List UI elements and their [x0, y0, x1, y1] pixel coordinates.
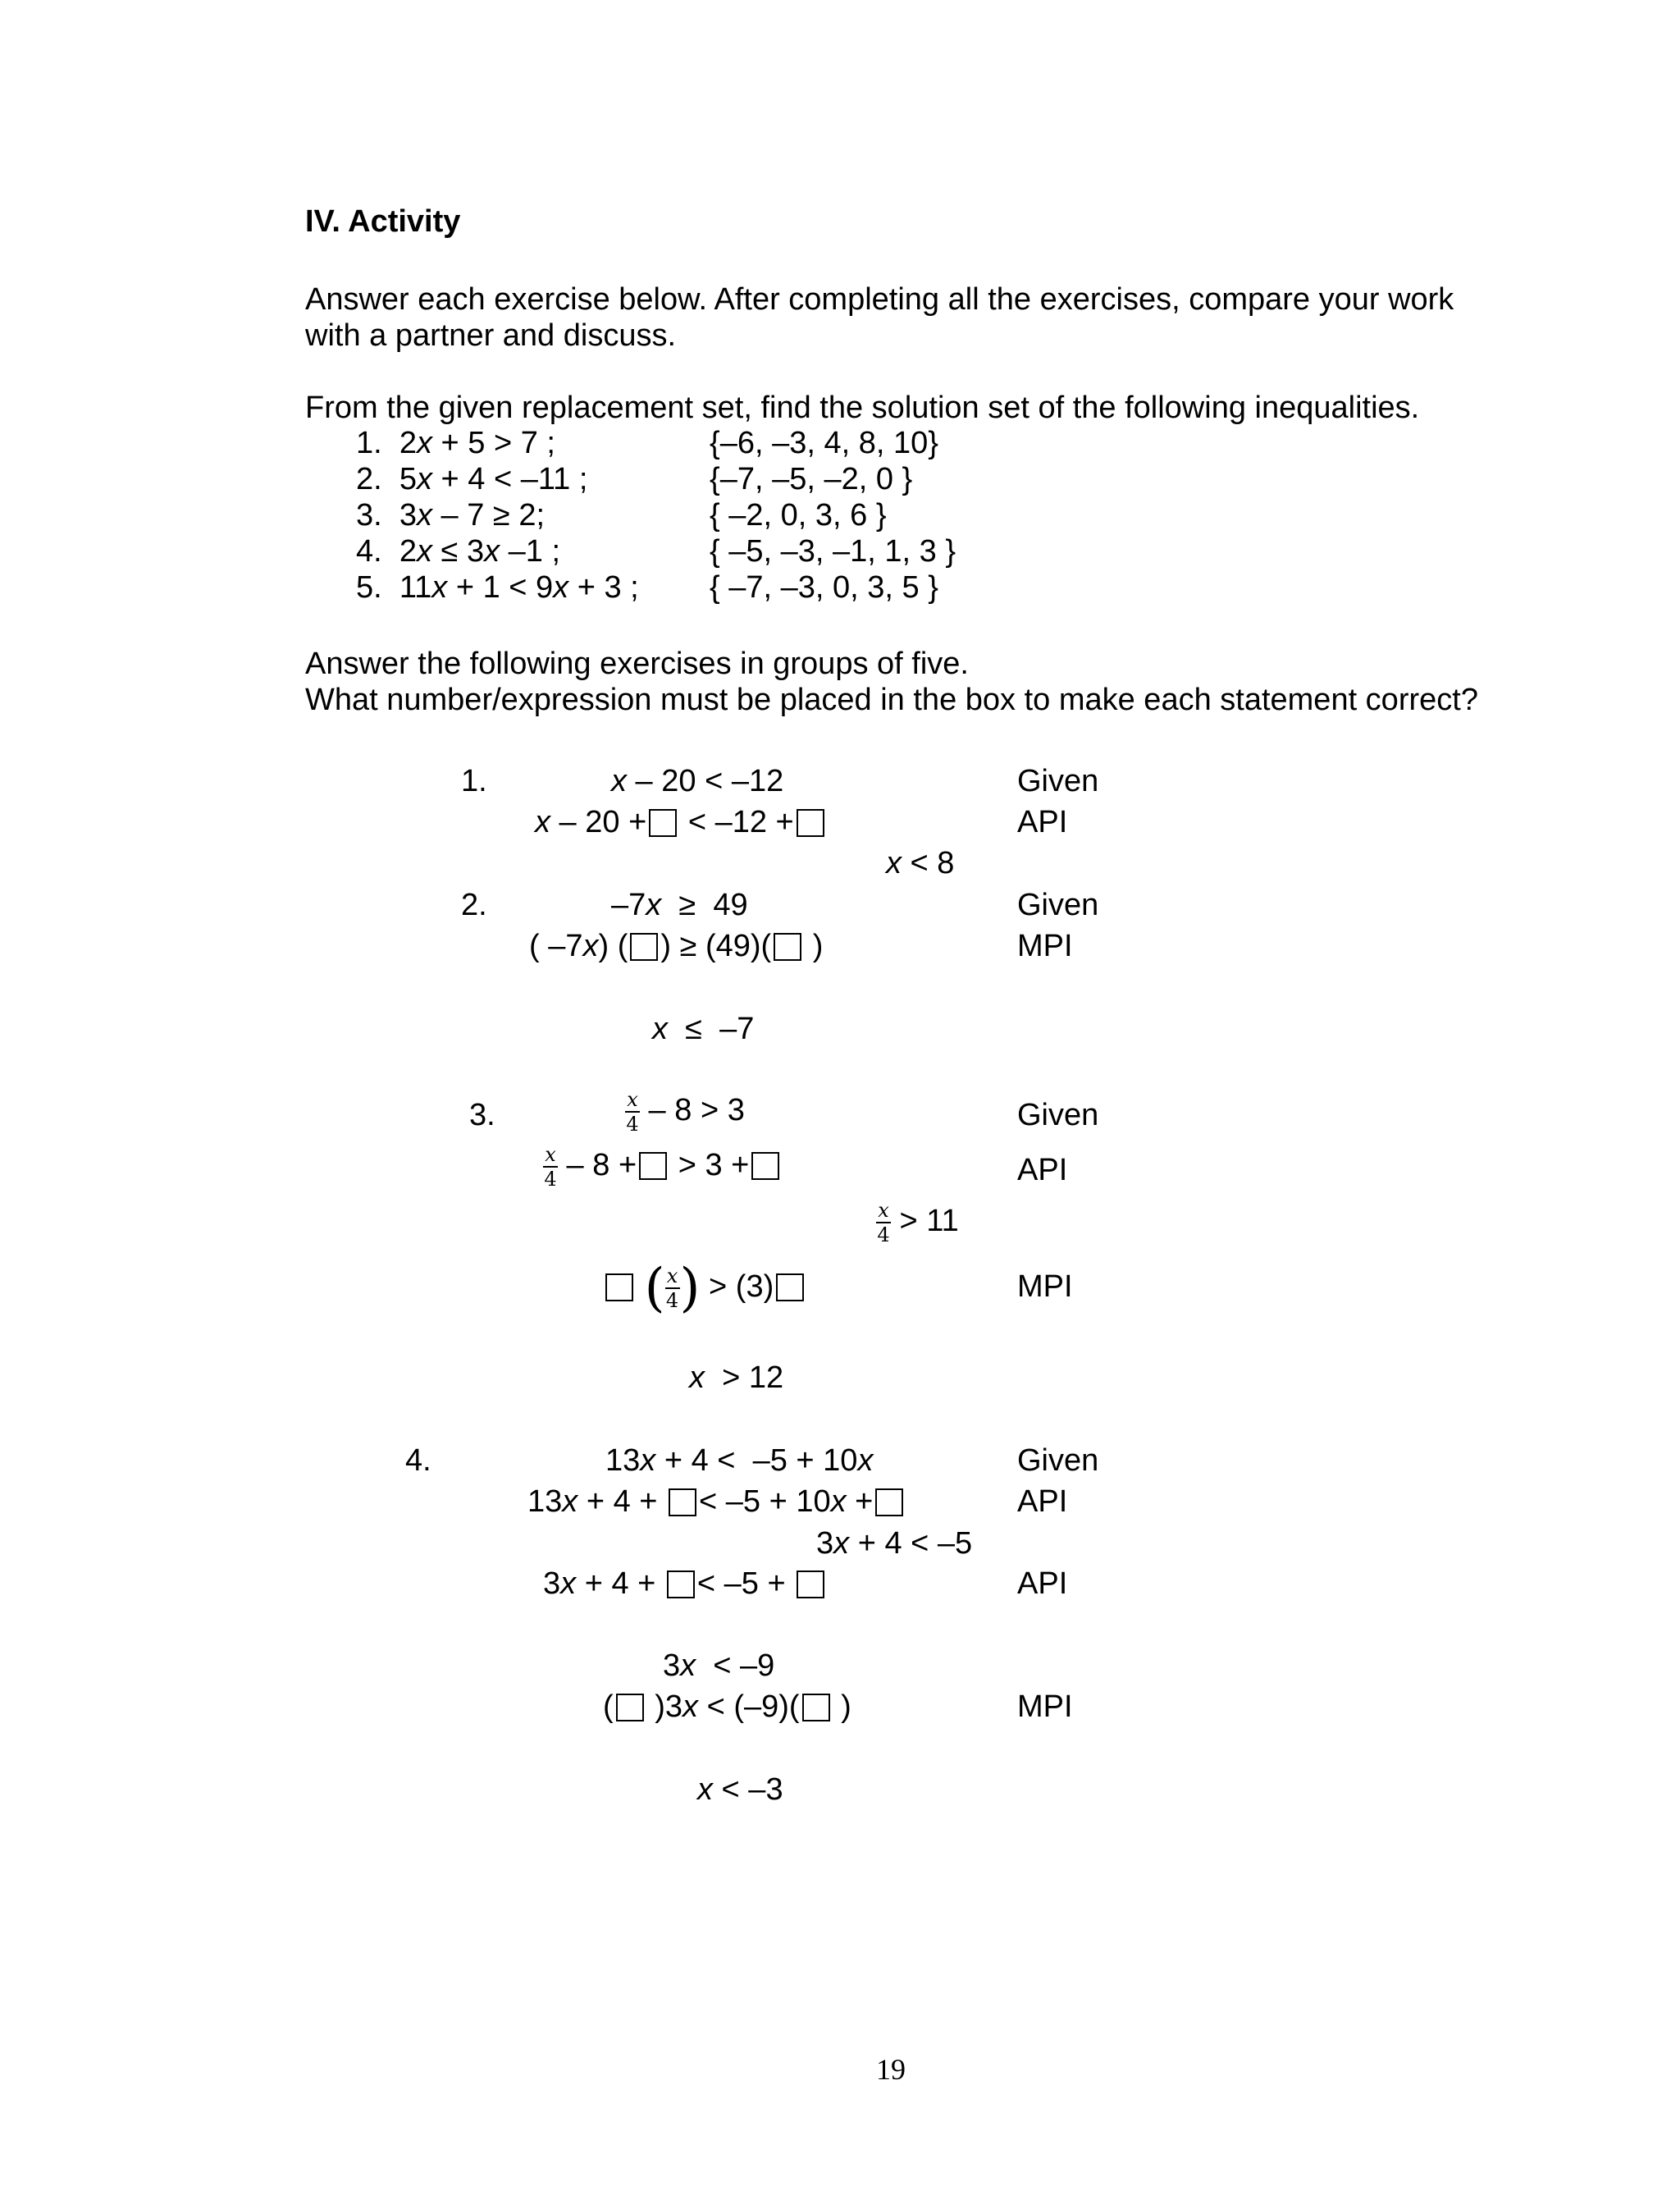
- answer-box[interactable]: [605, 1273, 633, 1301]
- equation-line: ( $\frac{x}{4}$ ) > (3): [603, 1262, 806, 1314]
- list-item: 4. 2x ≤ 3x –1 ;: [356, 534, 561, 569]
- list-item: 2. 5x + 4 < –11 ;: [356, 462, 588, 496]
- section-heading: IV. Activity: [305, 204, 461, 239]
- equation-line: x < –3: [697, 1772, 783, 1807]
- equation-line: 3x + 4 < –5: [816, 1526, 973, 1561]
- equation-line: $\frac{x}{4}$ – 8 > 3: [626, 1088, 745, 1136]
- equation-line: x ≤ –7: [652, 1012, 755, 1046]
- list-item: 3. 3x – 7 ≥ 2;: [356, 498, 546, 533]
- replacement-set: { –5, –3, –1, 1, 3 }: [710, 534, 956, 569]
- exercise-number: 1.: [461, 764, 487, 798]
- answer-box[interactable]: [616, 1694, 644, 1721]
- answer-box[interactable]: [649, 809, 677, 837]
- answer-box[interactable]: [774, 933, 801, 961]
- list-item: 5. 11x + 1 < 9x + 3 ;: [356, 570, 639, 605]
- fraction: $\frac{x}{4}$: [877, 1199, 890, 1246]
- replacement-set: {–7, –5, –2, 0 }: [710, 462, 913, 496]
- equation-line: x < 8: [886, 846, 955, 880]
- equation-line: x > 12: [689, 1360, 784, 1395]
- replacement-set: { –7, –3, 0, 3, 5 }: [710, 570, 938, 605]
- equation-line: x – 20 < –12: [611, 764, 784, 798]
- intro-line-2: with a partner and discuss.: [305, 318, 677, 353]
- reason-label: Given: [1017, 1443, 1099, 1478]
- answer-box[interactable]: [751, 1152, 779, 1180]
- part1-instruction: From the given replacement set, find the solution set of the following inequalities.: [305, 391, 1420, 425]
- page-number: 19: [876, 2053, 906, 2086]
- reason-label: MPI: [1017, 1269, 1073, 1304]
- answer-box[interactable]: [630, 933, 658, 961]
- part2-instruction-2: What number/expression must be placed in the box to make each statement correct?: [305, 683, 1478, 717]
- answer-box[interactable]: [802, 1694, 830, 1721]
- reason-label: API: [1017, 1484, 1068, 1519]
- equation-line: x – 20 + < –12 +: [535, 804, 827, 840]
- exercise-number: 4.: [405, 1443, 431, 1478]
- reason-label: Given: [1017, 764, 1099, 798]
- part2-instruction-1: Answer the following exercises in groups of five.: [305, 647, 969, 681]
- reason-label: Given: [1017, 888, 1099, 922]
- equation-line: 13x + 4 + < –5 + 10x +: [527, 1484, 906, 1520]
- intro-line-1: Answer each exercise below. After completing all the exercises, compare your work: [305, 282, 1454, 317]
- answer-box[interactable]: [669, 1488, 696, 1516]
- answer-box[interactable]: [875, 1488, 903, 1516]
- equation-line: –7x ≥ 49: [611, 888, 748, 922]
- equation-line: ( )3x < (–9)( ): [603, 1689, 851, 1724]
- answer-box[interactable]: [797, 809, 824, 837]
- equation-line: 3x + 4 + < –5 +: [543, 1566, 827, 1602]
- exercise-number: 3.: [469, 1098, 495, 1132]
- list-item: 1. 2x + 5 > 7 ;: [356, 426, 555, 460]
- reason-label: Given: [1017, 1098, 1099, 1132]
- replacement-set: {–6, –3, 4, 8, 10}: [710, 426, 938, 460]
- exercise-number: 2.: [461, 888, 487, 922]
- answer-box[interactable]: [639, 1152, 667, 1180]
- fraction: $\frac{x}{4}$: [626, 1088, 639, 1136]
- fraction: $\frac{x}{4}$: [544, 1143, 557, 1191]
- equation-line: 13x + 4 < –5 + 10x: [605, 1443, 874, 1478]
- answer-box[interactable]: [776, 1273, 804, 1301]
- reason-label: API: [1017, 805, 1068, 839]
- answer-box[interactable]: [797, 1570, 824, 1598]
- equation-line: 3x < –9: [663, 1648, 775, 1683]
- equation-line: $\frac{x}{4}$ > 11: [877, 1199, 959, 1246]
- reason-label: MPI: [1017, 929, 1073, 963]
- answer-box[interactable]: [667, 1570, 695, 1598]
- reason-label: API: [1017, 1153, 1068, 1187]
- replacement-set: { –2, 0, 3, 6 }: [710, 498, 887, 533]
- reason-label: API: [1017, 1566, 1068, 1601]
- equation-line: $\frac{x}{4}$ – 8 + > 3 +: [543, 1145, 782, 1189]
- equation-line: ( –7x) ( ) ≥ (49)( ): [529, 929, 824, 963]
- reason-label: MPI: [1017, 1689, 1073, 1724]
- fraction: $\frac{x}{4}$: [665, 1264, 679, 1312]
